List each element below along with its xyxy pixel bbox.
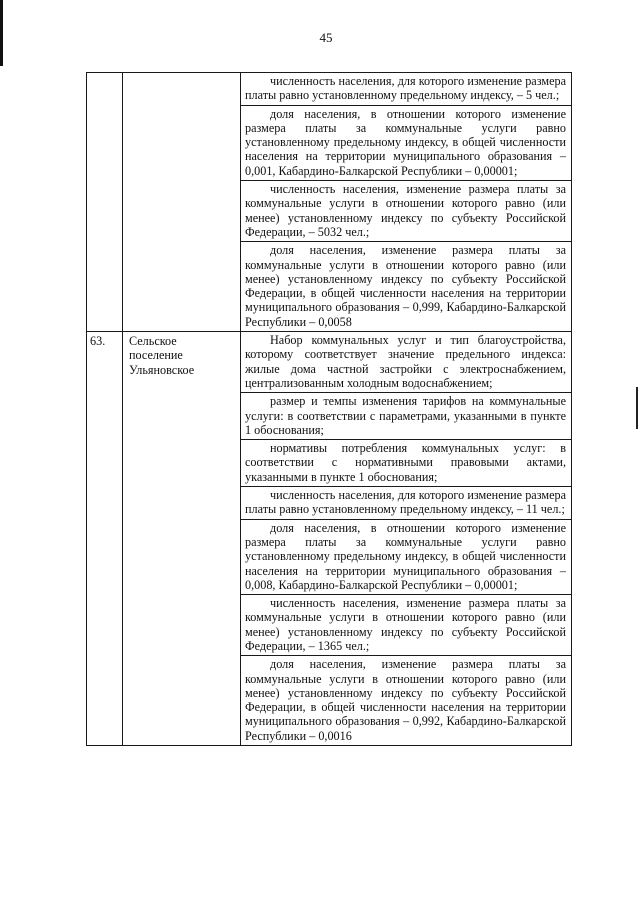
description-paragraph: численность населения, изменение размера платы за коммунальные услуги в отношении которого равно (или менее) установленному индексу по субъекту Российской Федерации, – 1365 чел.; [241, 595, 571, 656]
description-paragraph: нормативы потребления коммунальных услуг: в соответствии с нормативными правовыми актами, указанными в пункте 1 обоснования; [241, 440, 571, 487]
page-number: 45 [319, 30, 333, 45]
description-paragraph: Набор коммунальных услуг и тип благоустройства, которому соответствует значение предельного индекса: жилые дома частной застройки с электроснабжением, централизованным холодным водоснабжением; [241, 332, 571, 393]
description-paragraph: доля населения, изменение размера платы за коммунальные услуги в отношении которого равно (или менее) установленному индексу по субъекту Российской Федерации, в общей численности населения на территории муниципального образования – 0,992, Кабардино-Балкарской Республики – 0,0016 [245, 657, 566, 743]
description-paragraph: доля населения, в отношении которого изменение размера платы за коммунальные услуги равно установленному предельному индексу, в общей численности населения на территории муниципального образования – 0,008, Кабардино-Балкарской Республики – 0,00001; [241, 520, 571, 595]
description-paragraph: размер и темпы изменения тарифов на коммунальные услуги: в соответствии с параметрами, указанными в пункте 1 обоснования; [241, 393, 571, 440]
municipality-name-line: Сельское [129, 334, 177, 349]
data-table [86, 72, 572, 746]
description-paragraph: численность населения, для которого изменение размера платы равно установленному предельному индексу, – 5 чел.; [241, 73, 571, 106]
description-paragraph: доля населения, изменение размера платы за коммунальные услуги в отношении которого равно (или менее) установленному индексу по субъекту Российской Федерации, в общей численности населения на территории муниципального образования – 0,999, Кабардино-Балкарской Республики – 0,0058 [245, 243, 566, 329]
description-cell [241, 73, 572, 332]
municipality-name-line: поселение [129, 348, 183, 363]
municipality-name-line: Ульяновское [129, 362, 195, 377]
municipality-name-cell [123, 73, 241, 332]
municipality-name-cell [123, 332, 241, 746]
table-row [87, 332, 572, 746]
description-cell [241, 332, 572, 746]
row-number-cell [87, 73, 123, 332]
row-number-cell: 63. [87, 332, 123, 746]
description-paragraph: численность населения, для которого изменение размера платы равно установленному предельному индексу, – 11 чел.; [241, 487, 571, 520]
description-paragraph: численность населения, изменение размера платы за коммунальные услуги в отношении которого равно (или менее) установленному индексу по субъекту Российской Федерации, – 5032 чел.; [241, 181, 571, 242]
description-paragraph: доля населения, в отношении которого изменение размера платы за коммунальные услуги равно установленному предельному индексу, в общей численности населения на территории муниципального образования – 0,001, Кабардино-Балкарской Республики – 0,00001; [241, 106, 571, 181]
table-row [87, 73, 572, 332]
scan-edge-mark [636, 387, 638, 429]
